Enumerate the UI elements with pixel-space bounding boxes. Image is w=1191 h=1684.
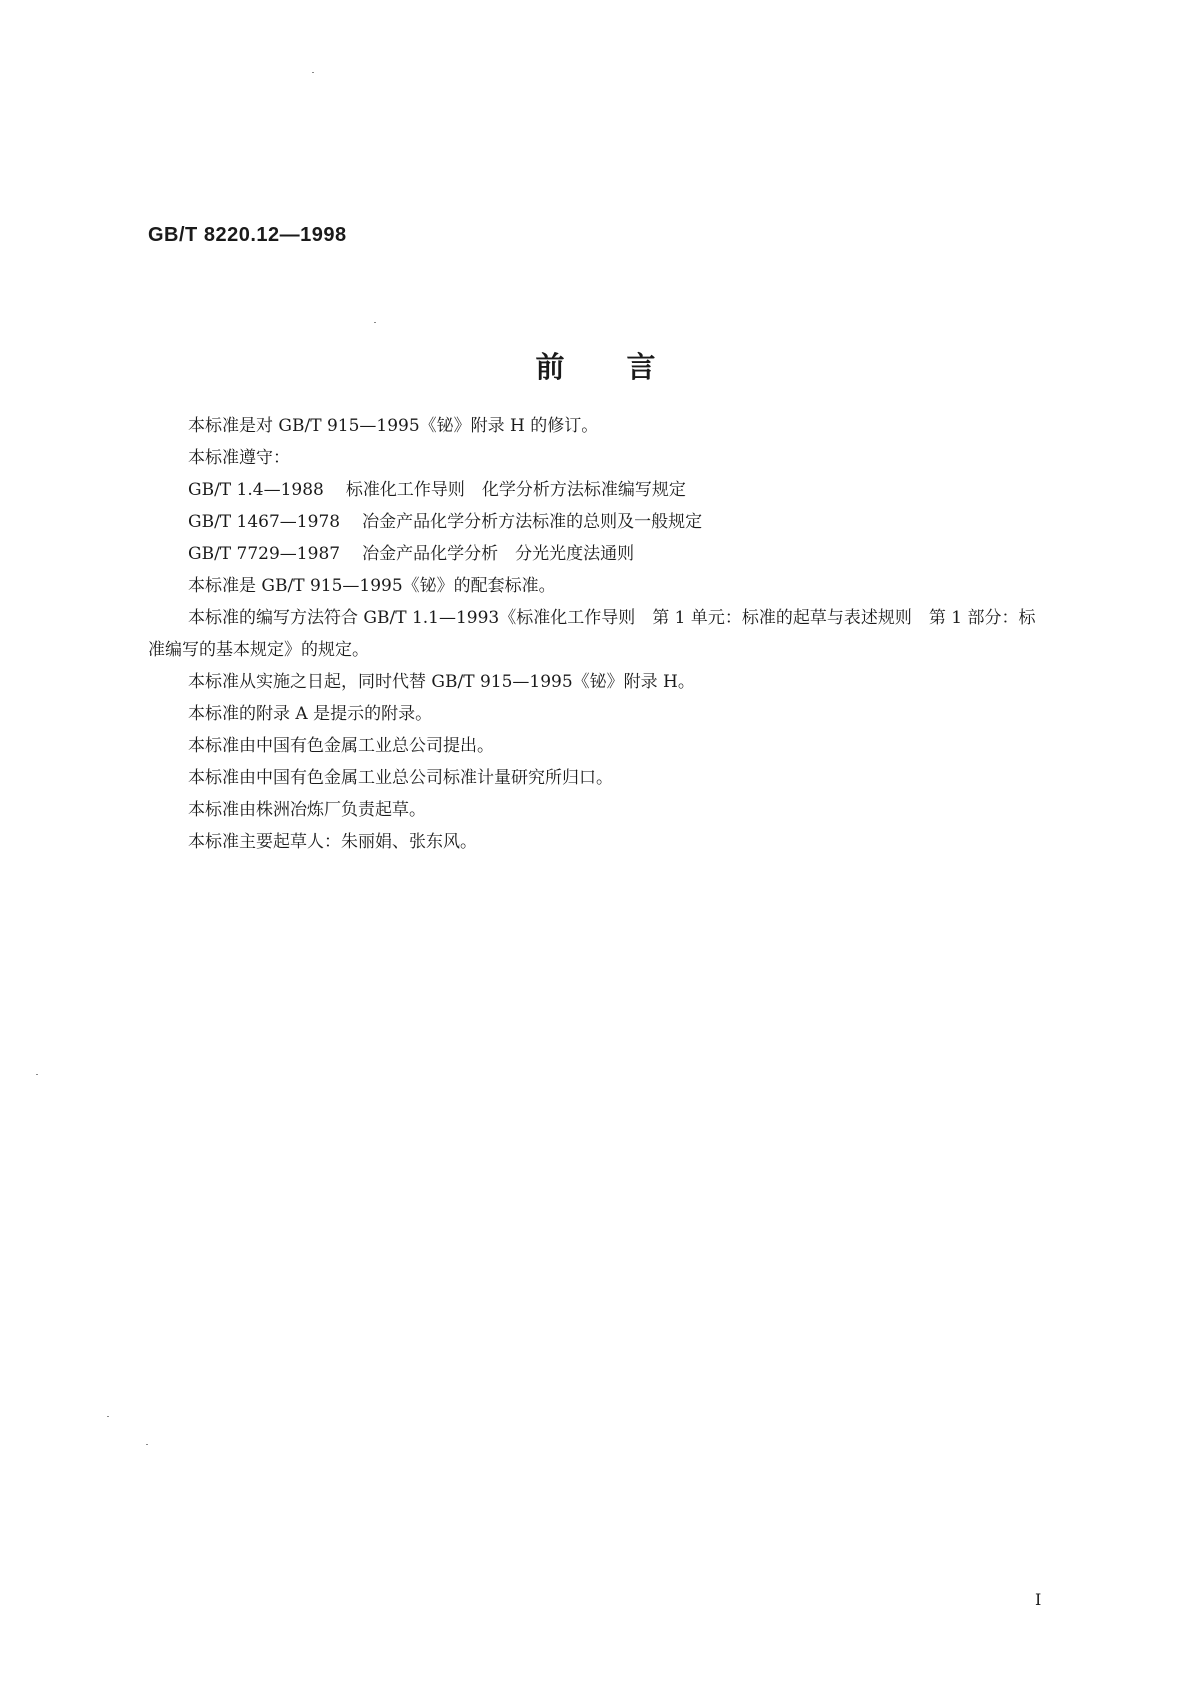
paragraph-replacement: 本标准从实施之日起，同时代替 GB/T 915—1995《铋》附录 H。	[188, 672, 695, 692]
standard-code: GB/T 8220.12—1998	[148, 224, 347, 246]
referenced-standard-3	[148, 538, 1048, 570]
paragraph-companion-standard: 本标准是 GB/T 915—1995《铋》的配套标准。	[188, 576, 556, 596]
referenced-standard-1	[148, 474, 1048, 506]
referenced-standard-title: 冶金产品化学分析 分光光度法通则	[362, 544, 635, 564]
paragraph-appendix: 本标准的附录 A 是提示的附录。	[188, 704, 433, 724]
paragraph-drafters: 本标准主要起草人：朱丽娟、张东风。	[188, 832, 477, 852]
referenced-standard-title: 冶金产品化学分析方法标准的总则及一般规定	[362, 512, 703, 532]
paragraph-compliance-intro: 本标准遵守：	[188, 448, 290, 468]
paragraph-proposer: 本标准由中国有色金属工业总公司提出。	[188, 736, 494, 756]
referenced-standard-code: GB/T 7729—1987	[188, 544, 341, 564]
scan-speck	[107, 1416, 109, 1417]
referenced-standard-code: GB/T 1.4—1988	[188, 480, 324, 500]
foreword-body	[148, 410, 1048, 858]
referenced-standard-2	[148, 506, 1048, 538]
foreword-title: 前言	[535, 350, 718, 384]
page-number: I	[1035, 1590, 1042, 1609]
paragraph-drafting-unit: 本标准由株洲冶炼厂负责起草。	[188, 800, 426, 820]
scan-speck	[146, 1444, 148, 1445]
paragraph-administrator: 本标准由中国有色金属工业总公司标准计量研究所归口。	[188, 768, 613, 788]
paragraph-revision: 本标准是对 GB/T 915—1995《铋》附录 H 的修订。	[188, 416, 599, 436]
scan-speck	[374, 322, 376, 323]
referenced-standard-code: GB/T 1467—1978	[188, 512, 341, 532]
scan-speck	[36, 1074, 38, 1075]
referenced-standard-title: 标准化工作导则 化学分析方法标准编写规定	[345, 480, 686, 500]
scan-speck	[312, 72, 314, 73]
paragraph-drafting-method: 本标准的编写方法符合 GB/T 1.1—1993《标准化工作导则 第 1 单元：标准的起草与表述规则 第 1 部分：标准编写的基本规定》的规定。	[148, 608, 1036, 660]
